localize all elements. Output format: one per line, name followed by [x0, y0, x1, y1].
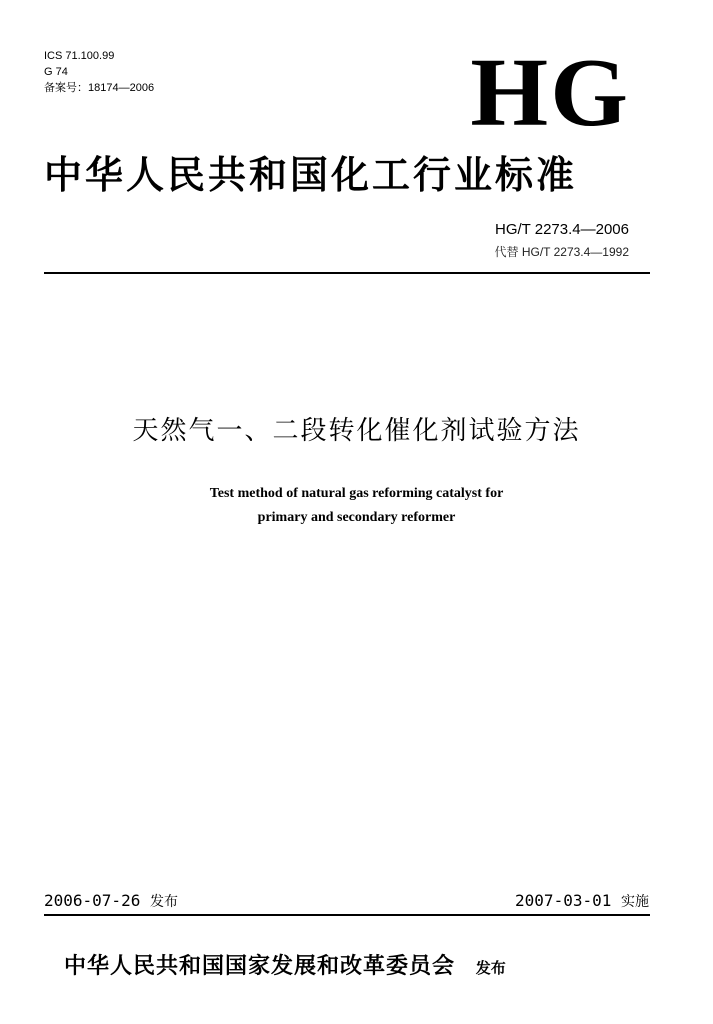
- published-date-value: 2006-07-26: [44, 891, 141, 910]
- english-title-line2: primary and secondary reformer: [257, 510, 456, 525]
- ics-code: ICS 71.100.99: [44, 50, 115, 62]
- english-title-line1: Test method of natural gas reforming catalyst for: [209, 486, 504, 501]
- issuer-name: 中华人民共和国国家发展和改革委员会: [64, 953, 456, 979]
- issuing-authority: [64, 950, 506, 984]
- effective-date-value: 2007-03-01: [515, 891, 612, 910]
- english-title: [0, 482, 713, 530]
- publication-date: [44, 890, 178, 913]
- replaced-standard: 代替 HG/T 2273.4—1992: [494, 245, 629, 259]
- standard-number: HG/T 2273.4—2006: [495, 221, 629, 238]
- industry-standard-title: 中华人民共和国化工行业标准: [44, 153, 578, 197]
- effective-date: [515, 890, 649, 913]
- top-divider: [44, 272, 650, 274]
- hg-logo: HG: [470, 39, 631, 147]
- bottom-divider: [44, 914, 650, 916]
- published-label: 发布: [149, 894, 178, 910]
- classification-codes: [44, 48, 154, 96]
- record-number: 备案号：18174—2006: [44, 82, 155, 94]
- chinese-title: 天然气一、二段转化催化剂试验方法: [132, 416, 581, 446]
- issued-label: 发布: [475, 959, 506, 977]
- effective-label: 实施: [621, 894, 649, 910]
- ccs-code: G 74: [44, 66, 68, 78]
